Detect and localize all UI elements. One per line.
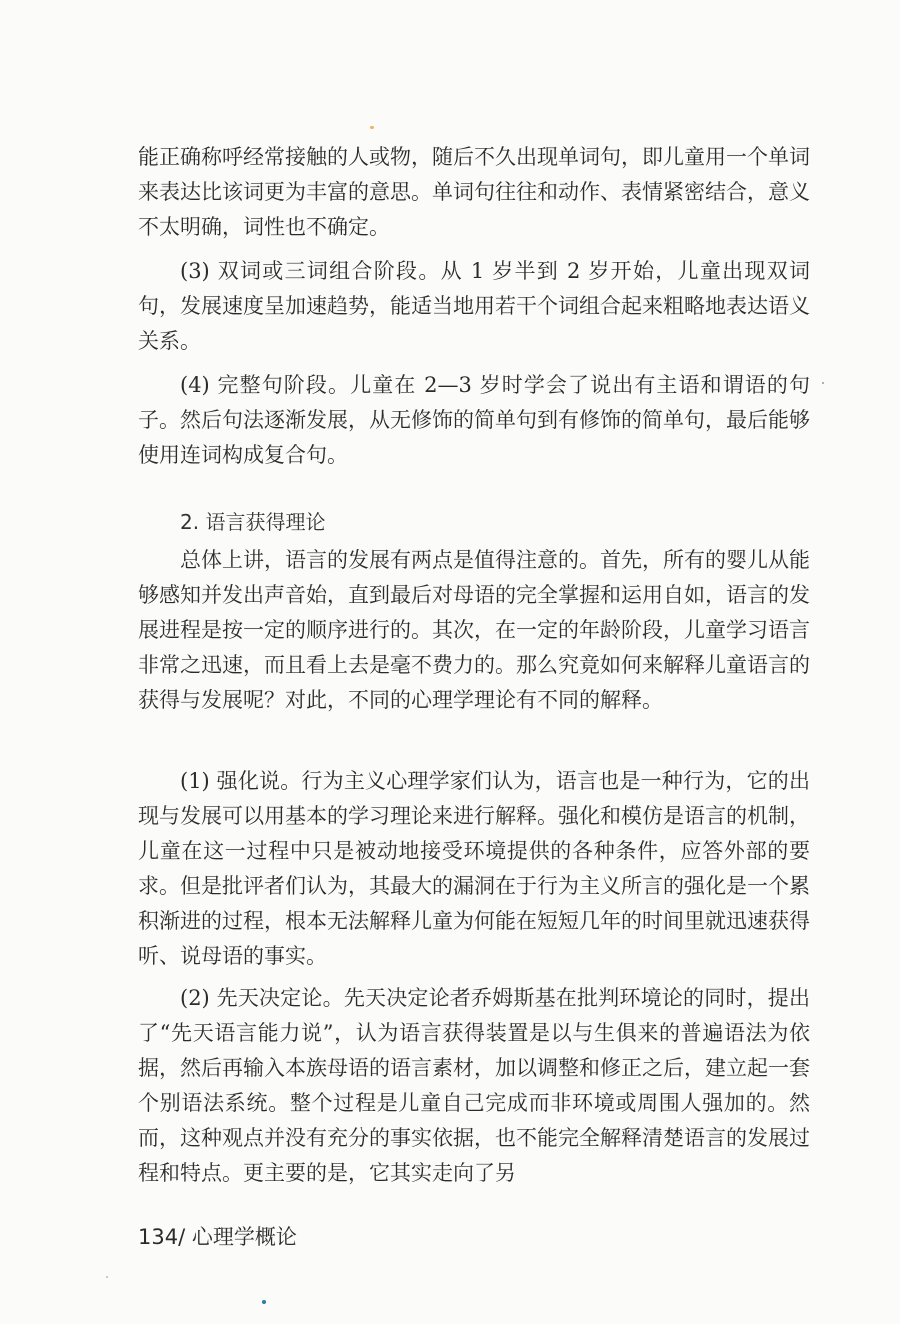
paragraph-complete-sentence-stage: (4) 完整句阶段。儿童在 2—3 岁时学会了说出有主语和谓语的句子。然后句法逐渐发展，从无修饰的简单句到有修饰的简单句，最后能够使用连词构成复合句。 [138, 373, 810, 467]
paragraph-nativist-theory: (2) 先天决定论。先天决定论者乔姆斯基在批判环境论的同时，提出了“先天语言能力说”，认为语言获得装置是以与生俱来的普遍语法为依据，然后再输入本族母语的语言素材，加以调整和修正之后，建立起一套个别语法系统。整个过程是儿童自己完成而非环境或周围人强加的。然而，这种观点并没有充分的事实依据，也不能完全解释清楚语言的发展过程和特点。更主要的是，它其实走向了另 [138, 986, 810, 1185]
section-heading: 2. 语言获得理论 [180, 510, 326, 534]
paragraph-word-sentence-stage: 能正确称呼经常接触的人或物，随后不久出现单词句，即儿童用一个单词来表达比该词更为丰富的意思。单词句往往和动作、表情紧密结合，意义不太明确，词性也不确定。 [138, 145, 810, 239]
paper-speck [370, 126, 374, 129]
paragraph-two-word-stage: (3) 双词或三词组合阶段。从 1 岁半到 2 岁开始，儿童出现双词句，发展速度呈加速趋势，能适当地用若干个词组合起来粗略地表达语义关系。 [138, 259, 810, 353]
paragraph-reinforcement-theory: (1) 强化说。行为主义心理学家们认为，语言也是一种行为，它的出现与发展可以用基本的学习理论来进行解释。强化和模仿是语言的机制，儿童在这一过程中只是被动地接受环境提供的各种条件，应答外部的要求。但是批评者们认为，其最大的漏洞在于行为主义所言的强化是一个累积渐进的过程，根本无法解释儿童为何能在短短几年的时间里就迅速获得听、说母语的事实。 [138, 769, 810, 968]
paper-speck [822, 382, 824, 384]
paragraph-overview: 总体上讲，语言的发展有两点是值得注意的。首先，所有的婴儿从能够感知并发出声音始，直到最后对母语的完全掌握和运用自如，语言的发展进程是按一定的顺序进行的。其次，在一定的年龄阶段，儿童学习语言非常之迅速，而且看上去是毫不费力的。那么究竟如何来解释儿童语言的获得与发展呢？对此，不同的心理学理论有不同的解释。 [138, 548, 810, 712]
page-footer: 134/ 心理学概论 [138, 1225, 297, 1249]
paper-speck [262, 1300, 266, 1304]
paper-speck [106, 1276, 108, 1278]
